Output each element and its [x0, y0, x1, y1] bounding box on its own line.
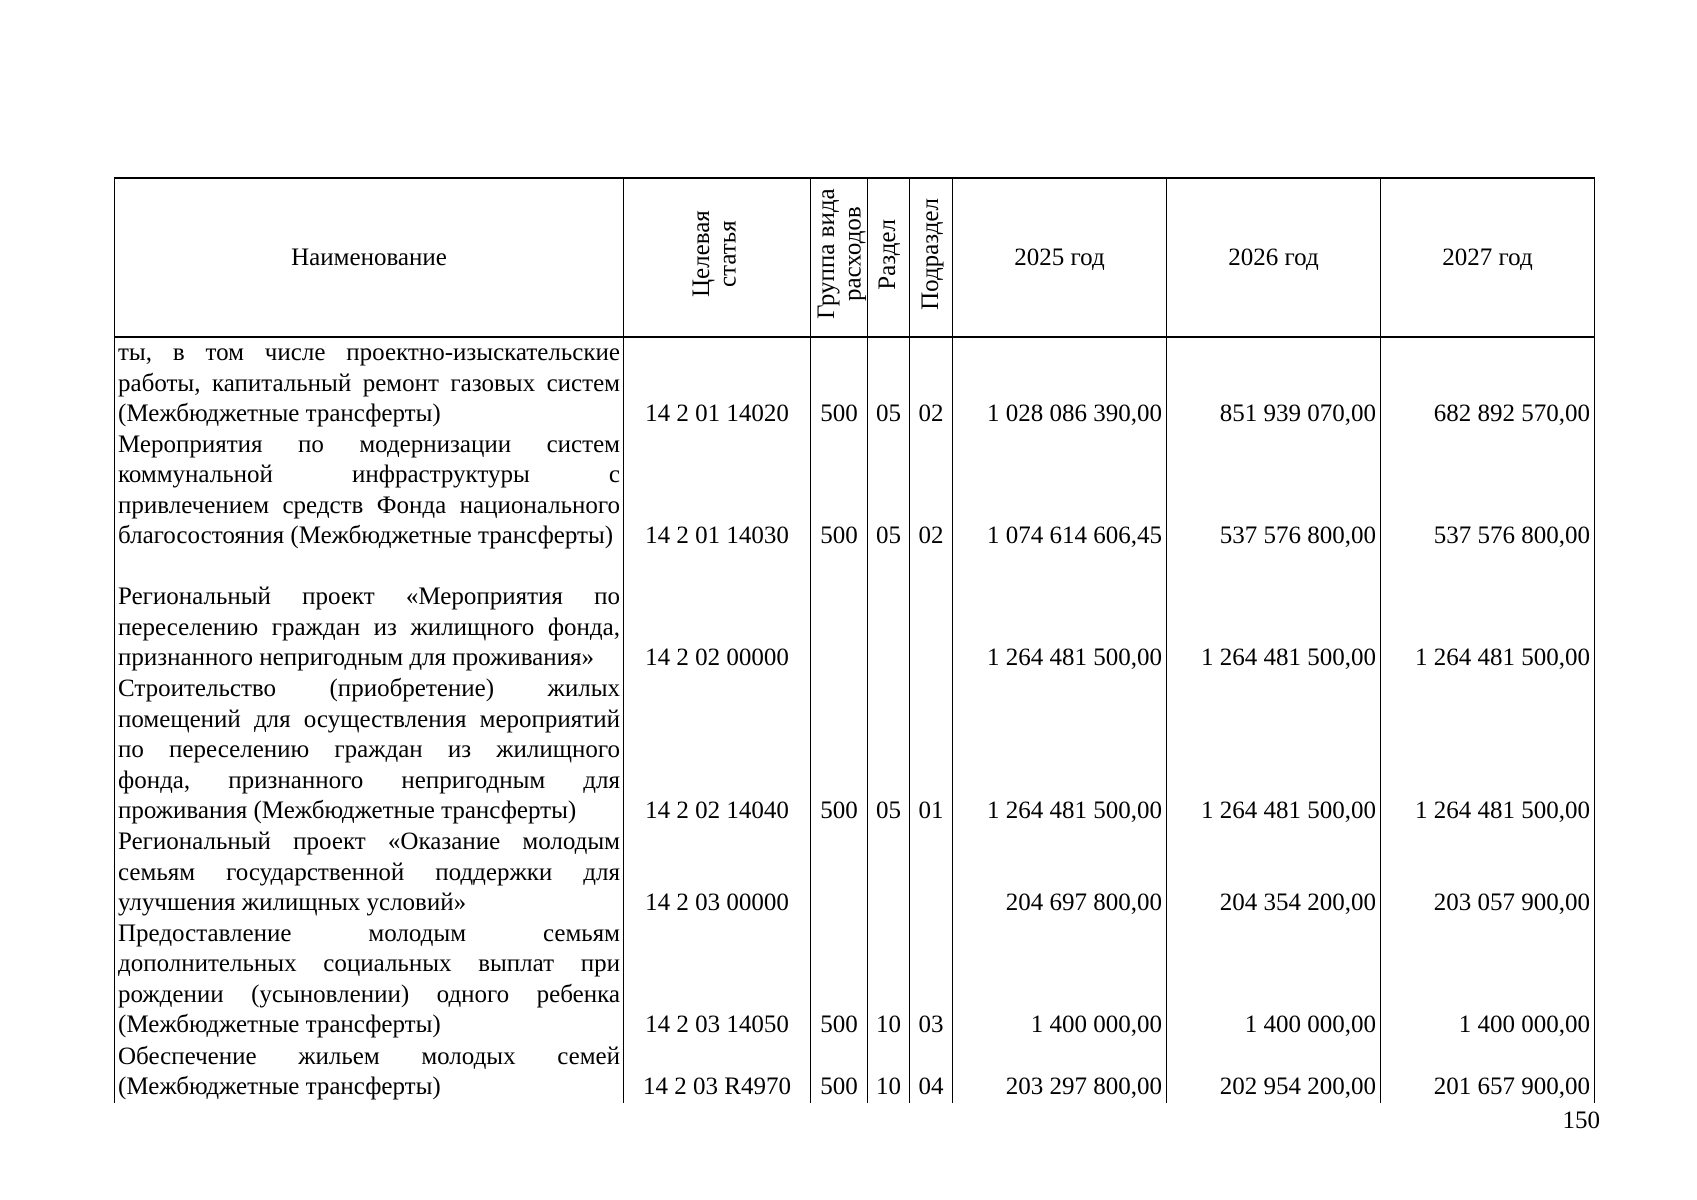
- row-2027: 1 264 481 500,00: [1381, 674, 1595, 827]
- header-name: Наименование: [115, 178, 624, 337]
- row-subsection: 02: [910, 430, 953, 552]
- row-section: 10: [868, 919, 910, 1041]
- row-2025: 1 028 086 390,00: [953, 337, 1167, 430]
- row-subsection: [910, 552, 953, 674]
- table-row: [115, 430, 1595, 552]
- row-2027: 203 057 900,00: [1381, 827, 1595, 919]
- table-row: [115, 919, 1595, 1041]
- row-target-article: 14 2 03 00000: [624, 827, 811, 919]
- row-section: 05: [868, 430, 910, 552]
- row-name: Строительство (приобретение) жилых помещений для осуществления мероприятий по переселению граждан из жилищного фонда, признанного непригодным для проживания (Межбюджетные трансферты): [115, 674, 624, 827]
- row-2026: 204 354 200,00: [1167, 827, 1381, 919]
- header-subsection: [910, 178, 953, 337]
- row-section: 05: [868, 674, 910, 827]
- row-section: [868, 552, 910, 674]
- header-subsection-label: Подраздел: [916, 198, 944, 310]
- row-expense-group: 500: [811, 919, 868, 1041]
- row-section: [868, 827, 910, 919]
- table-row: [115, 552, 1595, 674]
- row-2026: 851 939 070,00: [1167, 337, 1381, 430]
- row-target-article: 14 2 02 14040: [624, 674, 811, 827]
- row-target-article: 14 2 03 R4970: [624, 1041, 811, 1103]
- row-2025: 1 074 614 606,45: [953, 430, 1167, 552]
- row-2027: 201 657 900,00: [1381, 1041, 1595, 1103]
- row-name: Региональный проект «Оказание молодым семьям государственной поддержки для улучшения жилищных условий»: [115, 827, 624, 919]
- row-target-article: 14 2 02 00000: [624, 552, 811, 674]
- row-expense-group: 500: [811, 1041, 868, 1103]
- row-2026: 1 400 000,00: [1167, 919, 1381, 1041]
- header-2025: 2025 год: [953, 178, 1167, 337]
- row-target-article: 14 2 01 14020: [624, 337, 811, 430]
- row-name: Обеспечение жильем молодых семей (Межбюджетные трансферты): [115, 1041, 624, 1103]
- row-expense-group: 500: [811, 337, 868, 430]
- table-header-row: [115, 178, 1595, 337]
- row-name: Региональный проект «Мероприятия по переселению граждан из жилищного фонда, признанного непригодным для проживания»: [115, 552, 624, 674]
- row-2025: 203 297 800,00: [953, 1041, 1167, 1103]
- row-2026: 1 264 481 500,00: [1167, 552, 1381, 674]
- row-subsection: 02: [910, 337, 953, 430]
- row-2025: 1 264 481 500,00: [953, 674, 1167, 827]
- row-2027: 682 892 570,00: [1381, 337, 1595, 430]
- row-2025: 1 264 481 500,00: [953, 552, 1167, 674]
- row-target-article: 14 2 03 14050: [624, 919, 811, 1041]
- header-expense-group-label: Группа вида расходов: [813, 188, 867, 320]
- row-subsection: 04: [910, 1041, 953, 1103]
- row-2026: 202 954 200,00: [1167, 1041, 1381, 1103]
- header-target-article: [624, 178, 811, 337]
- row-2027: 1 264 481 500,00: [1381, 552, 1595, 674]
- budget-table: [114, 177, 1595, 1103]
- header-2026: 2026 год: [1167, 178, 1381, 337]
- row-2027: 1 400 000,00: [1381, 919, 1595, 1041]
- row-target-article: 14 2 01 14030: [624, 430, 811, 552]
- row-2026: 537 576 800,00: [1167, 430, 1381, 552]
- row-subsection: 03: [910, 919, 953, 1041]
- row-section: 10: [868, 1041, 910, 1103]
- table-row: [115, 1041, 1595, 1103]
- row-expense-group: [811, 552, 868, 674]
- row-section: 05: [868, 337, 910, 430]
- table-row: [115, 674, 1595, 827]
- row-subsection: [910, 827, 953, 919]
- row-2026: 1 264 481 500,00: [1167, 674, 1381, 827]
- row-name: ты, в том числе проектно-изыскательские работы, капитальный ремонт газовых систем (Межбюджетные трансферты): [115, 337, 624, 430]
- header-2027: 2027 год: [1381, 178, 1595, 337]
- row-2025: 204 697 800,00: [953, 827, 1167, 919]
- row-expense-group: 500: [811, 430, 868, 552]
- row-name: Предоставление молодым семьям дополнительных социальных выплат при рождении (усыновлении) одного ребенка (Межбюджетные трансферты): [115, 919, 624, 1041]
- row-expense-group: 500: [811, 674, 868, 827]
- row-expense-group: [811, 827, 868, 919]
- header-section: [868, 178, 910, 337]
- row-subsection: 01: [910, 674, 953, 827]
- row-2025: 1 400 000,00: [953, 919, 1167, 1041]
- header-target-article-label: Целевая статья: [688, 210, 742, 298]
- page-number: 150: [1562, 1107, 1600, 1134]
- table-row: [115, 337, 1595, 430]
- header-expense-group: [811, 178, 868, 337]
- table-row: [115, 827, 1595, 919]
- header-section-label: Раздел: [874, 218, 902, 290]
- row-2027: 537 576 800,00: [1381, 430, 1595, 552]
- row-name: Мероприятия по модернизации систем коммунальной инфраструктуры с привлечением средств Фонда национального благосостояния (Межбюджетные трансферты): [115, 430, 624, 552]
